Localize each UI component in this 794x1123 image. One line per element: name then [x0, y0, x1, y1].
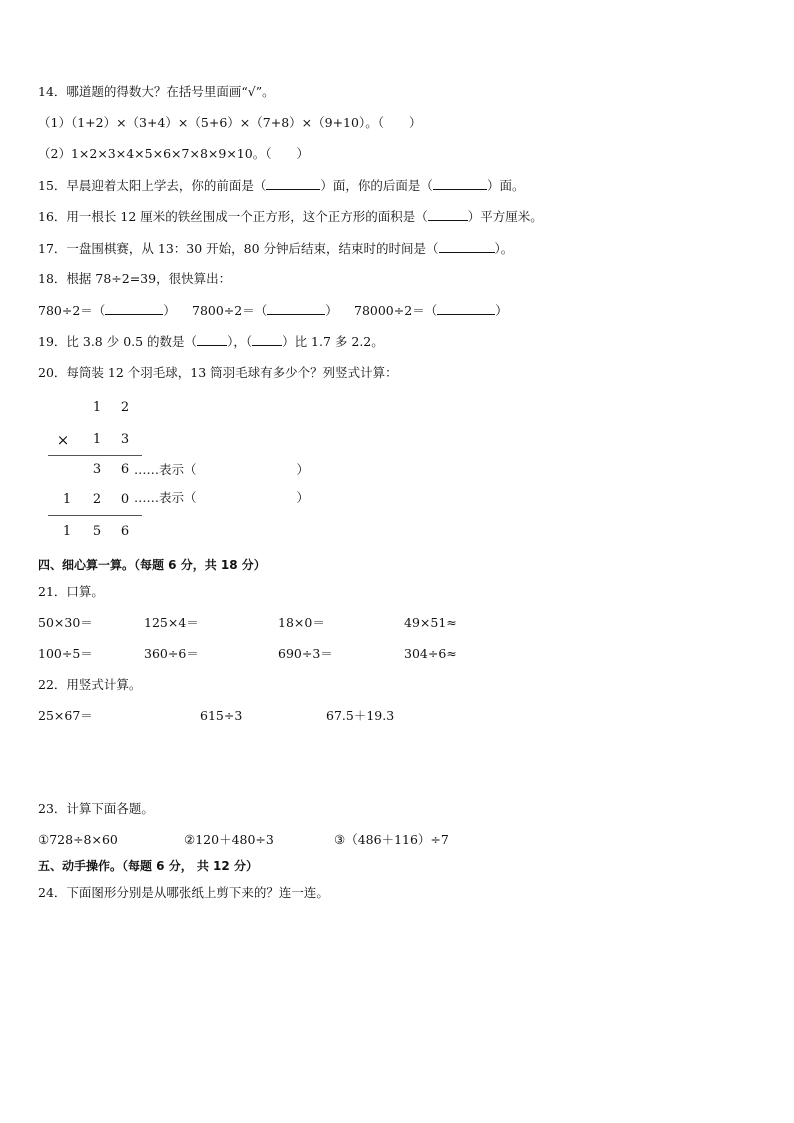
q18-item-1 — [38, 302, 176, 319]
q18-close-2: ） — [325, 303, 338, 318]
digit: 3 — [92, 462, 102, 477]
q19-blank-2[interactable] — [252, 333, 282, 346]
q15-blank-2[interactable] — [433, 177, 487, 190]
q15-after: ）面。 — [486, 178, 525, 193]
q17 — [38, 240, 513, 257]
q23-expr: ③（486＋116）÷7 — [334, 832, 449, 847]
partial-note-1-text: ……表示（ — [134, 462, 197, 477]
q17-after: ）。 — [494, 241, 514, 256]
q15-before: 15．早晨迎着太阳上学去，你的前面是（ — [38, 178, 267, 193]
q17-before: 17．一盘围棋赛，从 13：30 开始，80 分钟后结束，结束时的时间是（ — [38, 241, 439, 256]
q22-expr: 67.5＋19.3 — [326, 708, 395, 723]
q23-expr: ①728÷8×60 — [38, 832, 118, 847]
multiply-sign: × — [56, 431, 70, 449]
q18-close-3: ） — [495, 303, 508, 318]
q18-expr-3: 78000÷2＝（ — [354, 303, 438, 318]
q18-blank-3[interactable] — [437, 302, 495, 315]
q22-expr: 615÷3 — [200, 708, 243, 723]
q15-blank-1[interactable] — [266, 177, 320, 190]
calc-rule-1 — [48, 455, 142, 456]
q14-item-2: （2）1×2×3×4×5×6×7×8×9×10。（ ） — [38, 146, 309, 161]
q16-blank[interactable] — [428, 208, 468, 221]
q18-title: 18．根据 78÷2=39，很快算出： — [38, 271, 232, 286]
q22-title: 22．用竖式计算。 — [38, 677, 142, 692]
q18-expr-2: 7800÷2＝（ — [192, 303, 268, 318]
q18-expr-1: 780÷2＝（ — [38, 303, 106, 318]
q14-item-1: （1）（1+2）×（3+4）×（5+6）×（7+8）×（9+10）。（ ） — [38, 115, 422, 130]
section-4-title: 四、细心算一算。（每题 6 分，共 18 分） — [38, 558, 266, 572]
q15 — [38, 177, 524, 194]
q23-expr: ②120＋480÷3 — [184, 832, 274, 847]
q19-part-2: ），（ — [227, 334, 253, 349]
q21-expr: 125×4＝ — [144, 615, 199, 630]
q23-title: 23．计算下面各题。 — [38, 801, 154, 816]
q16 — [38, 208, 543, 225]
partial-note-2-close: ） — [296, 490, 310, 505]
calc-rule-2 — [48, 515, 142, 516]
vertical-multiplication — [40, 396, 340, 546]
digit: 1 — [62, 492, 72, 507]
q20-title: 20．每筒装 12 个羽毛球，13 筒羽毛球有多少个？列竖式计算： — [38, 365, 398, 380]
q16-after: ）平方厘米。 — [467, 209, 543, 224]
q21-expr: 304÷6≈ — [404, 646, 457, 661]
q19 — [38, 333, 384, 350]
partial-note-2-text: ……表示（ — [134, 490, 197, 505]
q14-title: 14．哪道题的得数大？在括号里面画“√”。 — [38, 84, 275, 99]
q18-item-3 — [354, 302, 508, 319]
partial-note-1-close: ） — [296, 462, 310, 477]
q19-part-3: ）比 1.7 多 2.2。 — [282, 334, 384, 349]
q19-blank-1[interactable] — [197, 333, 227, 346]
q21-expr: 100÷5＝ — [38, 646, 93, 661]
q22-expr: 25×67＝ — [38, 708, 93, 723]
digit: 0 — [120, 492, 130, 507]
q21-expr: 50×30＝ — [38, 615, 93, 630]
q21-expr: 360÷6＝ — [144, 646, 199, 661]
q21-expr: 49×51≈ — [404, 615, 457, 630]
partial-note-2 — [134, 490, 309, 506]
q18-blank-2[interactable] — [267, 302, 325, 315]
q18-item-2 — [192, 302, 338, 319]
q18-blank-1[interactable] — [105, 302, 163, 315]
q21-expr: 18×0＝ — [278, 615, 325, 630]
digit: 1 — [92, 400, 102, 415]
digit: 2 — [92, 492, 102, 507]
section-5-title: 五、动手操作。（每题 6 分， 共 12 分） — [38, 859, 258, 873]
partial-note-1 — [134, 462, 309, 478]
q16-before: 16．用一根长 12 厘米的铁丝围成一个正方形，这个正方形的面积是（ — [38, 209, 428, 224]
digit: 5 — [92, 524, 102, 539]
q21-title: 21．口算。 — [38, 584, 104, 599]
digit: 2 — [120, 400, 130, 415]
q17-blank[interactable] — [439, 240, 495, 253]
q19-part-1: 19．比 3.8 少 0.5 的数是（ — [38, 334, 198, 349]
digit: 1 — [92, 432, 102, 447]
digit: 6 — [120, 462, 130, 477]
q15-mid: ）面，你的后面是（ — [320, 178, 433, 193]
digit: 1 — [62, 524, 72, 539]
digit: 3 — [120, 432, 130, 447]
digit: 6 — [120, 524, 130, 539]
q21-expr: 690÷3＝ — [278, 646, 333, 661]
q24-title: 24．下面图形分别是从哪张纸上剪下来的？连一连。 — [38, 885, 329, 900]
q18-close-1: ） — [163, 303, 176, 318]
